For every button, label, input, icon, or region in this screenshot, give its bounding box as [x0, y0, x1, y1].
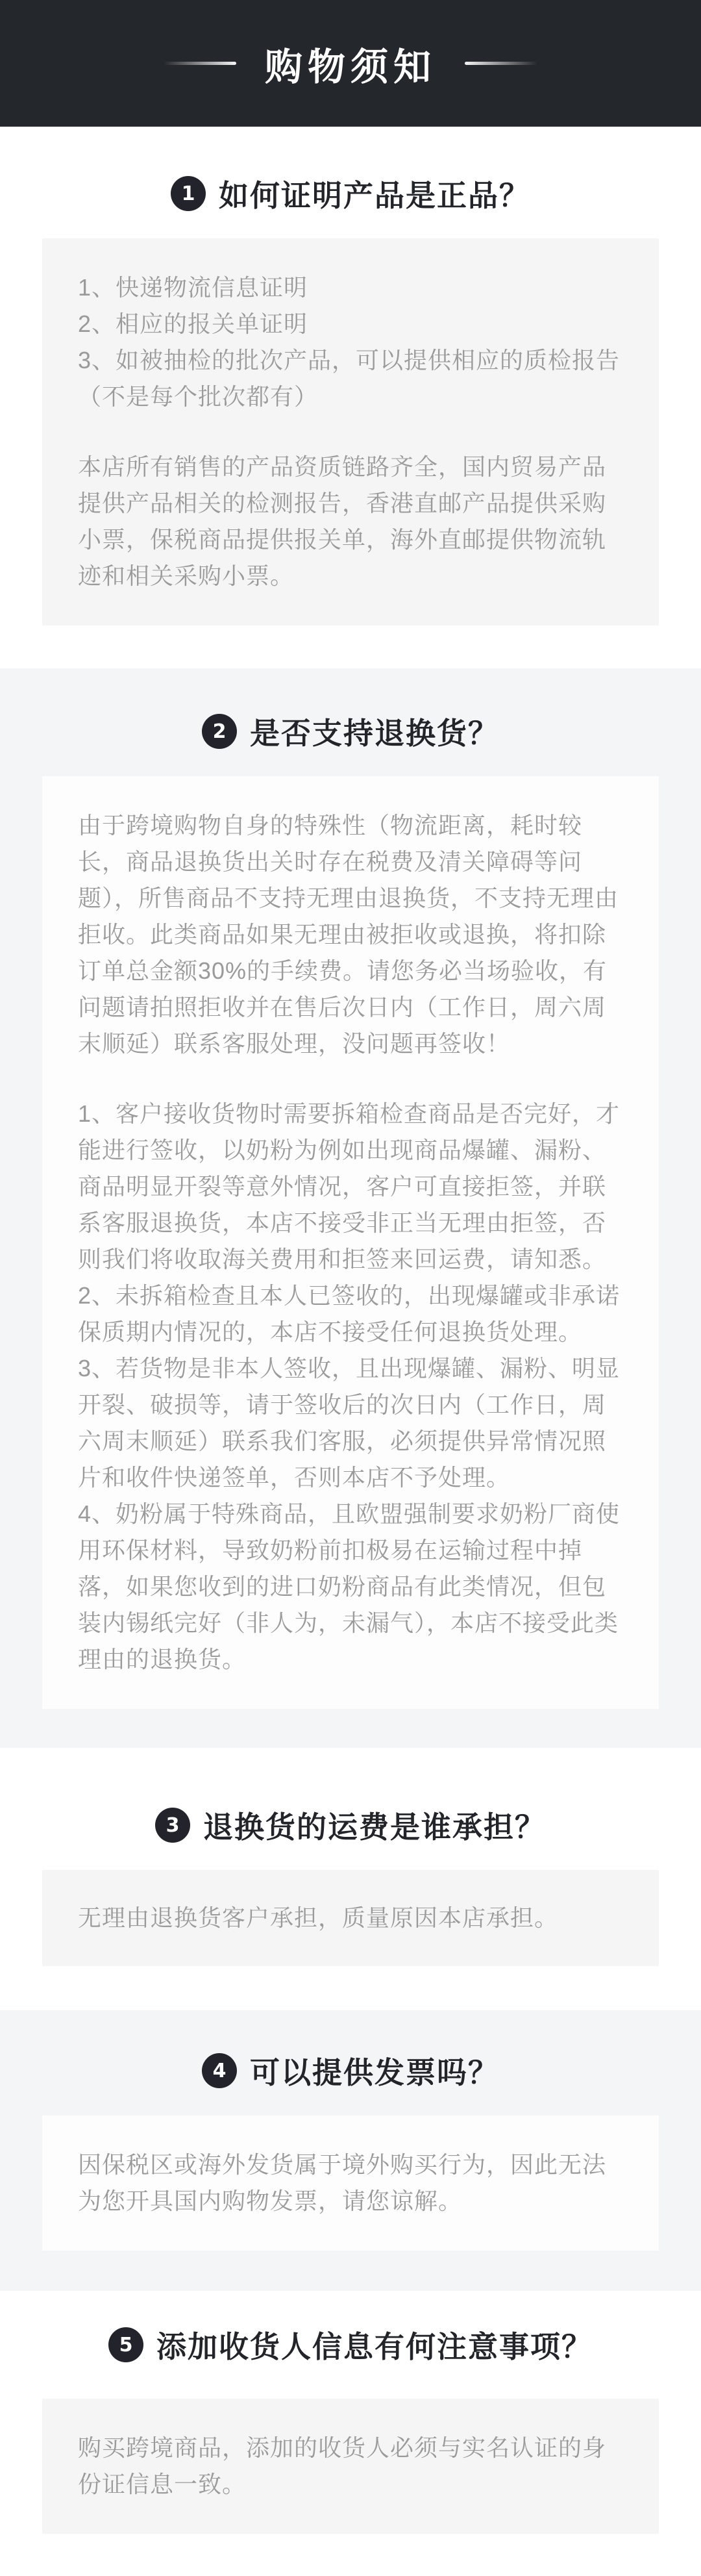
section-1-number-badge: 1	[171, 176, 206, 211]
title-decor-line-right-icon	[465, 62, 537, 65]
section-3-number-badge: 3	[155, 1808, 190, 1843]
proof-line-1: 1、快递物流信息证明	[78, 274, 308, 301]
section-3-heading	[0, 1804, 701, 1847]
returns-rule-4: 4、奶粉属于特殊商品，且欧盟强制要求奶粉厂商使用环保材料，导致奶粉前扣极易在运输过程中掉落，如果您收到的进口奶粉商品有此类情况，但包装内锡纸完好（非人为，未漏气），本店不接受此类理由的退换货。	[78, 1500, 621, 1673]
section-2-heading	[0, 710, 701, 753]
section-2-title: 是否支持退换货？	[250, 716, 499, 750]
title-decor-line-left-icon	[164, 62, 236, 65]
section-2-number-badge: 2	[202, 714, 237, 749]
section-shipping-fee	[0, 1748, 701, 2010]
section-3-title: 退换货的运费是谁承担？	[203, 1810, 546, 1844]
section-4-number-badge: 4	[202, 2053, 237, 2088]
header-banner	[0, 0, 701, 127]
section-4-heading	[0, 2049, 701, 2092]
proof-line-2: 2、相应的报关单证明	[78, 310, 308, 337]
section-5-body-card	[42, 2399, 659, 2534]
section-3-paragraph: 无理由退换货客户承担，质量原因本店承担。	[78, 1904, 559, 1931]
section-4-title: 可以提供发票吗？	[250, 2056, 499, 2090]
section-4-body-card	[42, 2115, 659, 2251]
section-2-body-card	[42, 776, 659, 1709]
returns-rule-1: 1、客户接收货物时需要拆箱检查商品是否完好，才能进行签收，以奶粉为例如出现商品爆罐、漏粉、商品明显开裂等意外情况，客户可直接拒签，并联系客服退换货，本店不接受非正当无理由拒签，否则我们将收取海关费用和拒签来回运费，请知悉。	[78, 1100, 621, 1272]
section-5-heading	[0, 2323, 701, 2366]
section-3-body-card	[42, 1870, 659, 1966]
section-invoice	[0, 2010, 701, 2291]
section-1-heading	[0, 172, 701, 215]
returns-rule-2: 2、未拆箱检查且本人已签收的，出现爆罐或非承诺保质期内情况的，本店不接受任何退换货处理。	[78, 1282, 621, 1345]
section-authenticity	[0, 127, 701, 668]
section-5-title: 添加收货人信息有何注意事项？	[156, 2330, 593, 2364]
returns-intro-paragraph: 由于跨境购物自身的特殊性（物流距离，耗时较长，商品退换货出关时存在税费及清关障碍等问题），所售商品不支持无理由退换货，不支持无理由拒收。此类商品如果无理由被拒收或退换，将扣除订单总金额30%的手续费。请您务必当场验收，有问题请拍照拒收并在售后次日内（工作日，周六周末顺延）联系客服处理，没问题再签收！	[78, 812, 619, 1057]
returns-rule-3: 3、若货物是非本人签收，且出现爆罐、漏粉、明显开裂、破损等，请于签收后的次日内（工作日，周六周末顺延）联系我们客服，必须提供异常情况照片和收件快递签单，否则本店不予处理。	[78, 1355, 621, 1491]
section-1-body-card	[42, 238, 659, 625]
section-1-title: 如何证明产品是正品？	[219, 179, 530, 212]
section-1-paragraph: 本店所有销售的产品资质链路齐全，国内贸易产品提供产品相关的检测报告，香港直邮产品提供采购小票，保税商品提供报关单，海外直邮提供物流轨迹和相关采购小票。	[78, 453, 607, 589]
section-5-paragraph: 购买跨境商品，添加的收货人必须与实名认证的身份证信息一致。	[78, 2434, 607, 2497]
proof-line-3: 3、如被抽检的批次产品，可以提供相应的质检报告（不是每个批次都有）	[78, 347, 621, 410]
section-4-paragraph: 因保税区或海外发货属于境外购买行为，因此无法为您开具国内购物发票，请您谅解。	[78, 2151, 607, 2214]
section-recipient-info	[0, 2291, 701, 2576]
section-5-number-badge: 5	[108, 2327, 143, 2362]
section-returns-policy	[0, 668, 701, 1748]
page-title: 购物须知	[264, 45, 436, 88]
